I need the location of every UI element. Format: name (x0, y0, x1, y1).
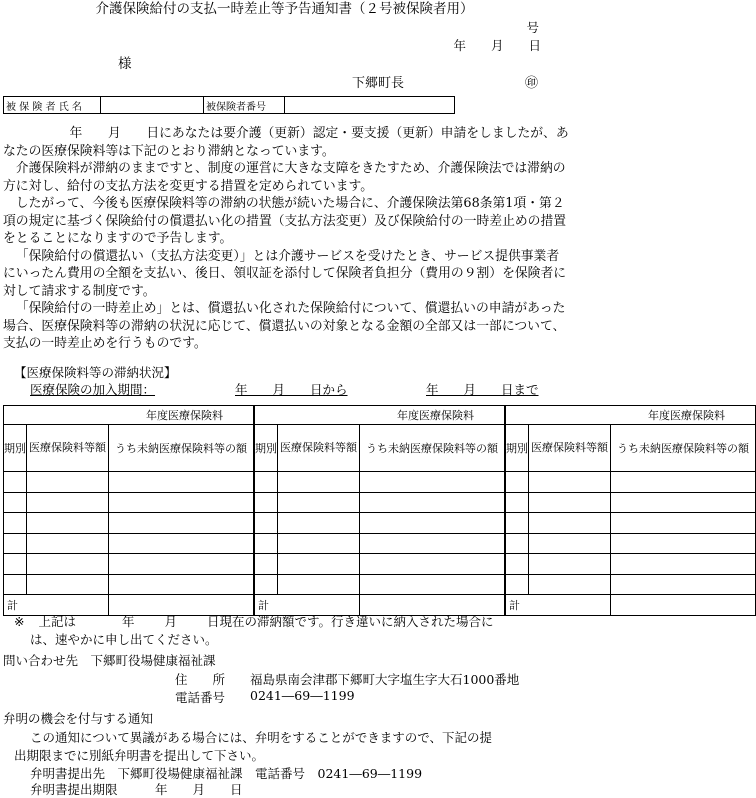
term-cell[interactable] (4, 492, 27, 513)
term-cell[interactable] (506, 554, 529, 575)
term-cell[interactable] (506, 533, 529, 554)
premium-cell[interactable] (278, 533, 360, 554)
unpaid-cell[interactable] (611, 554, 756, 575)
unpaid-cell[interactable] (360, 574, 505, 595)
paragraph-delinquency: 介護保険料が滞納のままですと、制度の運営に大きな支障をきたすため、介護保険法では滞納の方に対し、給付の支払方法を変更する措置を定められています。 (3, 161, 566, 194)
note-mark: ※ (14, 614, 25, 629)
delinquency-heading: 【医療保険料等の滞納状況】 (14, 365, 177, 380)
seal-mark: ㊞ (525, 76, 539, 91)
term-cell[interactable] (4, 513, 27, 534)
premium-cell[interactable] (529, 533, 611, 554)
hearing-heading: 弁明の機会を付与する通知 (3, 711, 154, 726)
note-line2: は、速やかに申し出てください。 (30, 632, 218, 647)
premium-cell[interactable] (27, 554, 109, 575)
term-cell[interactable] (4, 554, 27, 575)
table-column-header-row (4, 425, 756, 472)
term-cell[interactable] (506, 513, 529, 534)
premium-cell[interactable] (278, 513, 360, 534)
unpaid-cell[interactable] (109, 554, 254, 575)
group-header: 年度医療保険料 (506, 406, 756, 425)
hearing-deadline: 弁明書提出期限 年 月 日 (30, 782, 243, 797)
premium-cell[interactable] (278, 492, 360, 513)
insured-name-label: 被 保 険 者 氏 名 (4, 97, 101, 114)
contact-phone-label: 電話番号 (175, 690, 226, 705)
issuer-name: 下郷町長 (352, 76, 405, 91)
hearing-text-line2: 出期限までに別紙弁明書を提出して下さい。 (14, 748, 265, 763)
term-cell[interactable] (255, 574, 278, 595)
total-label: 計 (4, 595, 27, 616)
col-unpaid-header: うち未納医療保険料等の額 (611, 425, 756, 472)
coverage-period-label: 医療保険の加入期間： (30, 382, 156, 397)
table-row (4, 533, 756, 554)
unpaid-cell[interactable] (611, 513, 756, 534)
premium-cell[interactable] (278, 554, 360, 575)
col-term-header: 期別 (506, 425, 529, 472)
paragraph-suspension: 「保険給付の一時差止め」とは、償還払い化された保険給付について、償還払いの申請があった場合、医療保険料等の滞納の状況に応じて、償還払いの対象となる金額の全部又は一部について、支払の一時差止めを行うものです。 (3, 301, 566, 351)
term-cell[interactable] (506, 574, 529, 595)
coverage-period-from: 年 月 日から (235, 382, 348, 397)
term-cell[interactable] (255, 554, 278, 575)
total-label: 計 (506, 595, 529, 616)
insured-number-field[interactable] (285, 97, 455, 114)
premium-cell[interactable] (278, 472, 360, 493)
unpaid-cell[interactable] (611, 574, 756, 595)
total-unpaid-cell[interactable] (611, 595, 756, 616)
unpaid-cell[interactable] (109, 513, 254, 534)
term-cell[interactable] (255, 513, 278, 534)
premium-cell[interactable] (529, 492, 611, 513)
term-cell[interactable] (506, 472, 529, 493)
unpaid-cell[interactable] (360, 492, 505, 513)
col-term-header: 期別 (255, 425, 278, 472)
insured-number-label: 被保険者番号 (204, 97, 285, 114)
term-cell[interactable] (4, 533, 27, 554)
unpaid-cell[interactable] (360, 513, 505, 534)
total-premium-cell[interactable] (529, 595, 611, 616)
insured-info-table (3, 96, 455, 114)
term-cell[interactable] (255, 492, 278, 513)
term-cell[interactable] (255, 533, 278, 554)
premium-cell[interactable] (278, 574, 360, 595)
col-term-header: 期別 (4, 425, 27, 472)
col-premium-header: 医療保険料等額 (27, 425, 109, 472)
unpaid-cell[interactable] (611, 533, 756, 554)
contact-label: 問い合わせ先 下郷町役場健康福祉課 (3, 653, 216, 668)
paragraph-reimbursement: 「保険給付の償還払い（支払方法変更）」とは介護サービスを受けたとき、サービス提供事業者にいったん費用の全額を支払い、後日、領収証を添付して保険者負担分（費用の９割）を保険者に対して請求する制度です。 (3, 248, 567, 299)
document-title: 介護保険給付の支払一時差止等予告通知書（２号被保険者用） (95, 1, 474, 17)
unpaid-cell[interactable] (109, 472, 254, 493)
table-row (4, 574, 756, 595)
hearing-text-line1: この通知について異議がある場合には、弁明をすることができますので、下記の提 (30, 730, 493, 745)
premium-cell[interactable] (27, 492, 109, 513)
col-premium-header: 医療保険料等額 (278, 425, 360, 472)
unpaid-cell[interactable] (109, 574, 254, 595)
number-label: 号 (526, 20, 539, 35)
issue-date: 年 月 日 (453, 38, 541, 53)
table-row (4, 492, 756, 513)
unpaid-cell[interactable] (611, 492, 756, 513)
table-row (4, 513, 756, 534)
unpaid-cell[interactable] (360, 554, 505, 575)
contact-address-label: 住 所 (175, 672, 226, 687)
premium-cell[interactable] (529, 513, 611, 534)
premium-table (3, 405, 756, 616)
premium-cell[interactable] (529, 574, 611, 595)
premium-cell[interactable] (27, 574, 109, 595)
unpaid-cell[interactable] (360, 472, 505, 493)
insured-name-field[interactable] (101, 97, 204, 114)
table-group-header-row (4, 406, 756, 425)
group-header: 年度医療保険料 (4, 406, 254, 425)
term-cell[interactable] (255, 472, 278, 493)
note-line1: ※ 上記は 年 月 日現在の滞納額です。行き違いに納入された場合に (14, 614, 494, 629)
unpaid-cell[interactable] (611, 472, 756, 493)
term-cell[interactable] (4, 574, 27, 595)
total-label: 計 (255, 595, 278, 616)
premium-cell[interactable] (27, 533, 109, 554)
premium-cell[interactable] (27, 472, 109, 493)
premium-cell[interactable] (529, 554, 611, 575)
table-row (4, 554, 756, 575)
table-row (4, 472, 756, 493)
coverage-period-to: 年 月 日まで (426, 382, 539, 397)
unpaid-cell[interactable] (109, 533, 254, 554)
term-cell[interactable] (506, 492, 529, 513)
paragraph-application: 年 月 日にあなたは要介護（更新）認定・要支援（更新）申請をしましたが、あなたの医療保険料等は下記のとおり滞納となっています。 (3, 126, 569, 159)
premium-cell[interactable] (27, 513, 109, 534)
notice-body (3, 125, 569, 353)
addressee-suffix: 様 (118, 56, 132, 72)
col-unpaid-header: うち未納医療保険料等の額 (360, 425, 505, 472)
col-premium-header: 医療保険料等額 (529, 425, 611, 472)
premium-cell[interactable] (529, 472, 611, 493)
term-cell[interactable] (4, 472, 27, 493)
hearing-submit-to: 弁明書提出先 下郷町役場健康福祉課 電話番号 0241―69―1199 (30, 766, 423, 781)
unpaid-cell[interactable] (360, 533, 505, 554)
group-header: 年度医療保険料 (255, 406, 505, 425)
paragraph-measures: したがって、今後も医療保険料等の滞納の状態が続いた場合に、介護保険法第68条第1項・第２項の規定に基づく保険給付の償還払い化の措置（支払方法変更）及び保険給付の一時差止めの措置をとることになりますので予告します。 (3, 196, 567, 246)
contact-phone: 0241―69―1199 (250, 688, 355, 703)
unpaid-cell[interactable] (109, 492, 254, 513)
col-unpaid-header: うち未納医療保険料等の額 (109, 425, 254, 472)
contact-address: 福島県南会津郡下郷町大字塩生字大石1000番地 (250, 672, 520, 687)
